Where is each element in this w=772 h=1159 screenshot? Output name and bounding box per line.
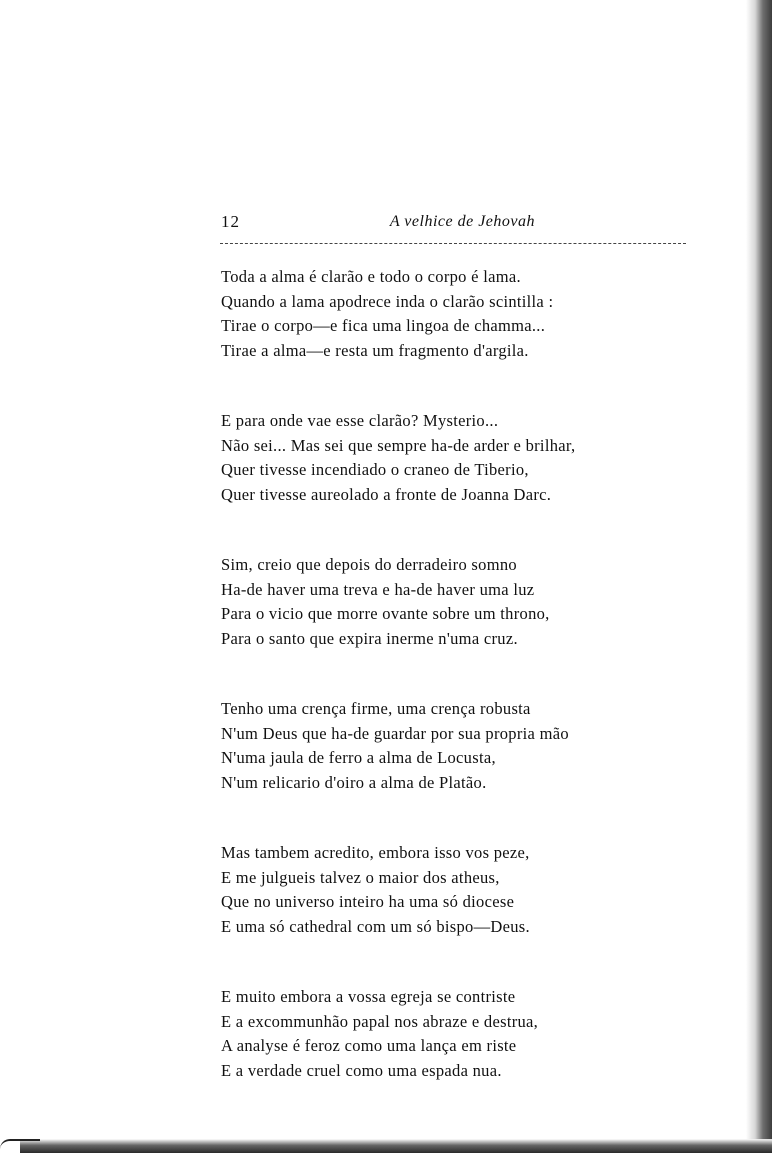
verse-line: N'um relicario d'oiro a alma de Platão. <box>221 772 487 792</box>
page-corner-curl <box>0 1139 40 1149</box>
verse-line: Tirae o corpo—e fica uma lingoa de chamma... <box>221 316 546 335</box>
verse-line: E me julgueis talvez o maior dos atheus, <box>221 867 500 887</box>
stanza-1 <box>221 265 671 363</box>
poem-body <box>221 265 671 1129</box>
verse-line: Que no universo inteiro ha uma só diocese <box>221 892 515 911</box>
header-rule <box>220 243 686 244</box>
verse-line: Ha-de haver uma treva e ha-de haver uma luz <box>221 579 535 599</box>
page-edge-shadow-right <box>746 0 772 1140</box>
verse-line: Tirae a alma—e resta um fragmento d'argila. <box>221 340 529 360</box>
verse-line: E muito embora a vossa egreja se contriste <box>221 987 516 1006</box>
stanza-5 <box>221 841 671 939</box>
verse-line: Sim, creio que depois do derradeiro somno <box>221 555 517 574</box>
verse-line: N'uma jaula de ferro a alma de Locusta, <box>221 748 496 767</box>
verse-line: Quer tivesse incendiado o craneo de Tiberio, <box>221 460 529 479</box>
verse-line: Para o vicio que morre ovante sobre um throno, <box>221 604 550 623</box>
stanza-2 <box>221 409 671 507</box>
verse-line: Tenho uma crença firme, uma crença robusta <box>221 699 531 718</box>
page-header <box>221 212 685 238</box>
running-title: A velhice de Jehovah <box>389 213 535 230</box>
verse-line: A analyse é feroz como uma lança em riste <box>221 1036 517 1055</box>
stanza-4 <box>221 697 671 795</box>
verse-line: Toda a alma é clarão e todo o corpo é lama. <box>221 267 521 286</box>
page-number: 12 <box>221 212 240 231</box>
verse-line: Quando a lama apodrece inda o clarão scintilla : <box>221 291 554 311</box>
verse-line: E a excommunhão papal nos abraze e destrua, <box>221 1011 539 1031</box>
verse-line: E uma só cathedral com um só bispo—Deus. <box>221 916 530 936</box>
verse-line: N'um Deus que ha-de guardar por sua propria mão <box>221 723 569 743</box>
verse-line: E para onde vae esse clarão? Mysterio... <box>221 411 499 430</box>
stanza-6 <box>221 985 671 1083</box>
page-edge-shadow-bottom <box>20 1139 772 1153</box>
verse-line: Não sei... Mas sei que sempre ha-de arder e brilhar, <box>221 435 576 455</box>
verse-line: Mas tambem acredito, embora isso vos peze, <box>221 843 530 862</box>
stanza-3 <box>221 553 671 651</box>
verse-line: E a verdade cruel como uma espada nua. <box>221 1060 502 1080</box>
verse-line: Para o santo que expira inerme n'uma cruz. <box>221 628 518 648</box>
verse-line: Quer tivesse aureolado a fronte de Joanna Darc. <box>221 484 552 504</box>
